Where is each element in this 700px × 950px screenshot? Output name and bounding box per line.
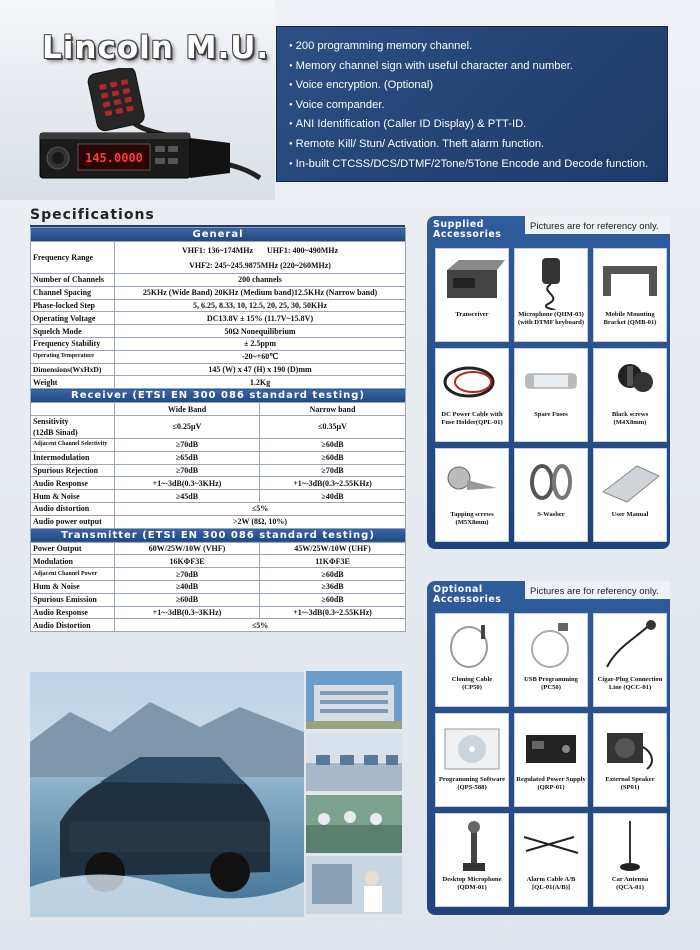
spec-label: Audio power output [31,515,115,528]
spec-value: ≥70dB [115,568,260,581]
accessory-label: Cigar-Plug Connection Line (QCC-01) [597,676,663,691]
feature-item: ● Remote Kill/ Stun/ Activation. Theft alarm function. [289,135,667,155]
feature-item: ● 200 programming memory channel. [289,37,667,57]
spec-label: Audio Response [31,606,115,619]
spec-label: Audio Response [31,477,115,490]
spec-label: Frequency Stability [31,337,115,350]
spec-value: ≤5% [115,619,406,632]
feature-item: ● Memory channel sign with useful character and number. [289,57,667,77]
spec-label: Operating Voltage [31,312,115,325]
accessory-label: External Speaker (SP01) [605,776,655,791]
spec-value: ≥65dB [115,451,260,464]
accessory-card [514,613,588,707]
spec-value: 16KΦF3E [115,555,260,568]
optional-accessories-grid [435,613,667,907]
spec-value: DC13.8V ± 15% (11.7V~15.8V) [115,312,406,325]
power-cable-icon [439,352,505,410]
spec-value: ≥70dB [115,438,260,451]
column-header-wide: Wide Band [115,403,260,416]
accessory-label: Spare Fuses [534,411,568,418]
feature-panel [276,26,668,182]
microphone-icon [518,252,584,310]
spec-label: Power Output [31,542,115,555]
accessory-card [435,713,509,807]
spec-value: +1~-3dB(0.3~3KHz) [115,606,260,619]
spec-value: ≥60dB [260,451,406,464]
spec-label: Frequency Range [31,242,115,274]
accessory-label: Alarm Cable A/B [QL-01(A/B)] [526,876,576,891]
spec-value: +1~-3dB(0.3~2.55KHz) [260,477,406,490]
spec-label: Hum & Noise [31,580,115,593]
cloning-cable-icon [439,617,505,675]
accessory-label: Microphone (QHM-03) (with DTMF keyboard) [517,311,585,326]
spec-label: Phase-locked Step [31,299,115,312]
spec-value: 200 channels [115,274,406,287]
laboratory-photo [306,856,402,914]
tapping-screw-icon [439,452,505,510]
accessory-label: Car Antenna (QCA-01) [611,876,649,891]
specifications-table [30,227,406,632]
spec-label [31,403,115,416]
accessory-label: USB Programming (PC50) [524,676,578,691]
spec-value: 11KΦF3E [260,555,406,568]
spec-value: ≥60dB [260,438,406,451]
spec-value: ≥45dB [115,490,260,503]
spec-label: Number of Channels [31,274,115,287]
accessory-label: Transceiver [455,311,489,318]
title-line: Supplied [433,219,484,230]
radio-photo [30,68,270,193]
accessory-card [514,248,588,342]
accessory-label: S-Washer [537,511,565,518]
accessory-card [514,713,588,807]
spec-value: ≥70dB [260,464,406,477]
spec-value: -20~+60℃ [115,350,406,363]
spec-value: ≥60dB [115,593,260,606]
accessory-card [514,813,588,907]
spec-value: VHF2: 245~245.9875MHz (220~260MHz) [189,260,331,270]
spec-value: ± 2.5ppm [115,337,406,350]
suv-in-water-photo [30,672,304,917]
spec-label: Spurious Rejection [31,464,115,477]
spec-label: Channel Spacing [31,286,115,299]
spec-label: Intermodulation [31,451,115,464]
section-general-title: General [31,228,406,242]
spec-value: +1~-3dB(0.3~2.55KHz) [260,606,406,619]
desktop-mic-icon [439,817,505,875]
spec-label: Adjacent Channel Selectivity [31,438,115,451]
feature-list [277,27,667,174]
spec-value: ≥40dB [260,490,406,503]
specifications-heading: Specifications [30,207,155,223]
power-supply-icon [518,717,584,775]
fuse-icon [518,352,584,410]
spec-value: +1~-3dB(0.3~3KHz) [115,477,260,490]
accessory-label: Programming Software (QPS-588) [438,776,506,791]
hero-area [0,0,275,200]
spec-value: ≤0.35μV [260,415,406,438]
production-line-photo [306,795,402,853]
accessory-label: Tapping screws (M5X8mm) [450,511,494,526]
accessory-card [435,813,509,907]
factory-building-photo [306,671,402,729]
accessory-card [593,813,667,907]
spec-value: >2W (8Ω, 10%) [115,515,406,528]
cigar-plug-icon [597,617,663,675]
spec-value: 45W/25W/10W (UHF) [260,542,406,555]
antenna-icon [597,817,663,875]
spec-value: 145 (W) x 47 (H) x 190 (D)mm [115,363,406,376]
spec-value: ≥70dB [115,464,260,477]
accessory-label: User Manual [611,511,649,518]
feature-item: ● ANI Identification (Caller ID Display) & PTT-ID. [289,115,667,135]
accessory-card [593,248,667,342]
spec-value: VHF1: 136~174MHz UHF1: 400~490MHz [181,245,339,255]
feature-item: ● In-built CTCSS/DCS/DTMF/2Tone/5Tone Encode and Decode function. [289,155,667,175]
accessory-card [435,348,509,442]
spec-value: ≥40dB [115,580,260,593]
spec-value: 25KHz (Wide Band) 20KHz (Medium band)12.5KHz (Narrow band) [115,286,406,299]
screw-icon [597,352,663,410]
optional-accessories-title [427,581,525,607]
office-photo [306,733,402,791]
accessory-card [593,713,667,807]
supplied-accessories-panel [427,216,670,549]
accessory-label: Desktop Microphone (QDM-01) [442,876,502,891]
spec-label: Operating Temperature [31,350,115,363]
spec-label: Squelch Mode [31,325,115,338]
bracket-icon [597,252,663,310]
feature-item: ● Voice encryption. (Optional) [289,76,667,96]
title-line: Accessories [433,229,502,240]
accessory-card [435,248,509,342]
optional-accessories-panel [427,581,670,915]
spec-value: 5, 6.25, 8.33, 10, 12.5, 20, 25, 30, 50KHz [115,299,406,312]
feature-item: ● Voice compander. [289,96,667,116]
product-title: Lincoln M.U. [42,30,270,66]
spec-label: Adjacent Channel Power [31,568,115,581]
transceiver-icon [439,252,505,310]
washer-icon [518,452,584,510]
spec-value: 60W/25W/10W (VHF) [115,542,260,555]
accessory-label: Mobile Mounting Bracket (QMB-01) [603,311,657,326]
accessory-card [435,448,509,542]
supplied-accessories-grid [435,248,667,542]
speaker-icon [597,717,663,775]
spec-label: Modulation [31,555,115,568]
supplied-accessories-title [427,216,525,242]
spec-label: Weight [31,376,115,389]
frequency-range-value [115,242,406,274]
accessory-card [435,613,509,707]
accessory-card [593,448,667,542]
spec-value: ≥60dB [260,593,406,606]
accessory-card [593,613,667,707]
section-transmitter-title: Transmitter (ETSI EN 300 086 standard testing) [31,528,406,542]
title-line: Accessories [433,594,502,605]
accessory-label: Cloning Cable (CP50) [451,676,493,691]
accessory-card [514,448,588,542]
accessory-label: DC Power Cable with Fuse Holder(QPL-01) [441,411,503,426]
spec-label: Dimensions(WxHxD) [31,363,115,376]
reference-note: Pictures are for referency only. [527,586,662,597]
accessory-label: Regulated Power Supply (QRP-01) [516,776,586,791]
accessory-label: Black screws (M4X8mm) [611,411,649,426]
spec-value: ≥36dB [260,580,406,593]
alarm-cable-icon [518,817,584,875]
usb-cable-icon [518,617,584,675]
spec-value: 1.2Kg [115,376,406,389]
spec-value: ≥60dB [260,568,406,581]
accessory-card [514,348,588,442]
spec-value: ≤0.25μV [115,415,260,438]
software-cd-icon [439,717,505,775]
spec-label: Audio Distortion [31,619,115,632]
spec-label: Audio distortion [31,502,115,515]
spec-value: 50Ω Nonequilibrium [115,325,406,338]
spec-label: Sensitivity (12dB Sinad) [31,415,115,438]
spec-label: Spurious Emission [31,593,115,606]
reference-note: Pictures are for referency only. [527,221,662,232]
title-line: Optional [433,584,483,595]
spec-value: ≤5% [115,502,406,515]
accessory-card [593,348,667,442]
spec-label: Hum & Noise [31,490,115,503]
radio-display: 145.0000 [85,151,143,165]
manual-icon [597,452,663,510]
column-header-narrow: Narrow band [260,403,406,416]
section-receiver-title: Receiver (ETSI EN 300 086 standard testing) [31,389,406,403]
